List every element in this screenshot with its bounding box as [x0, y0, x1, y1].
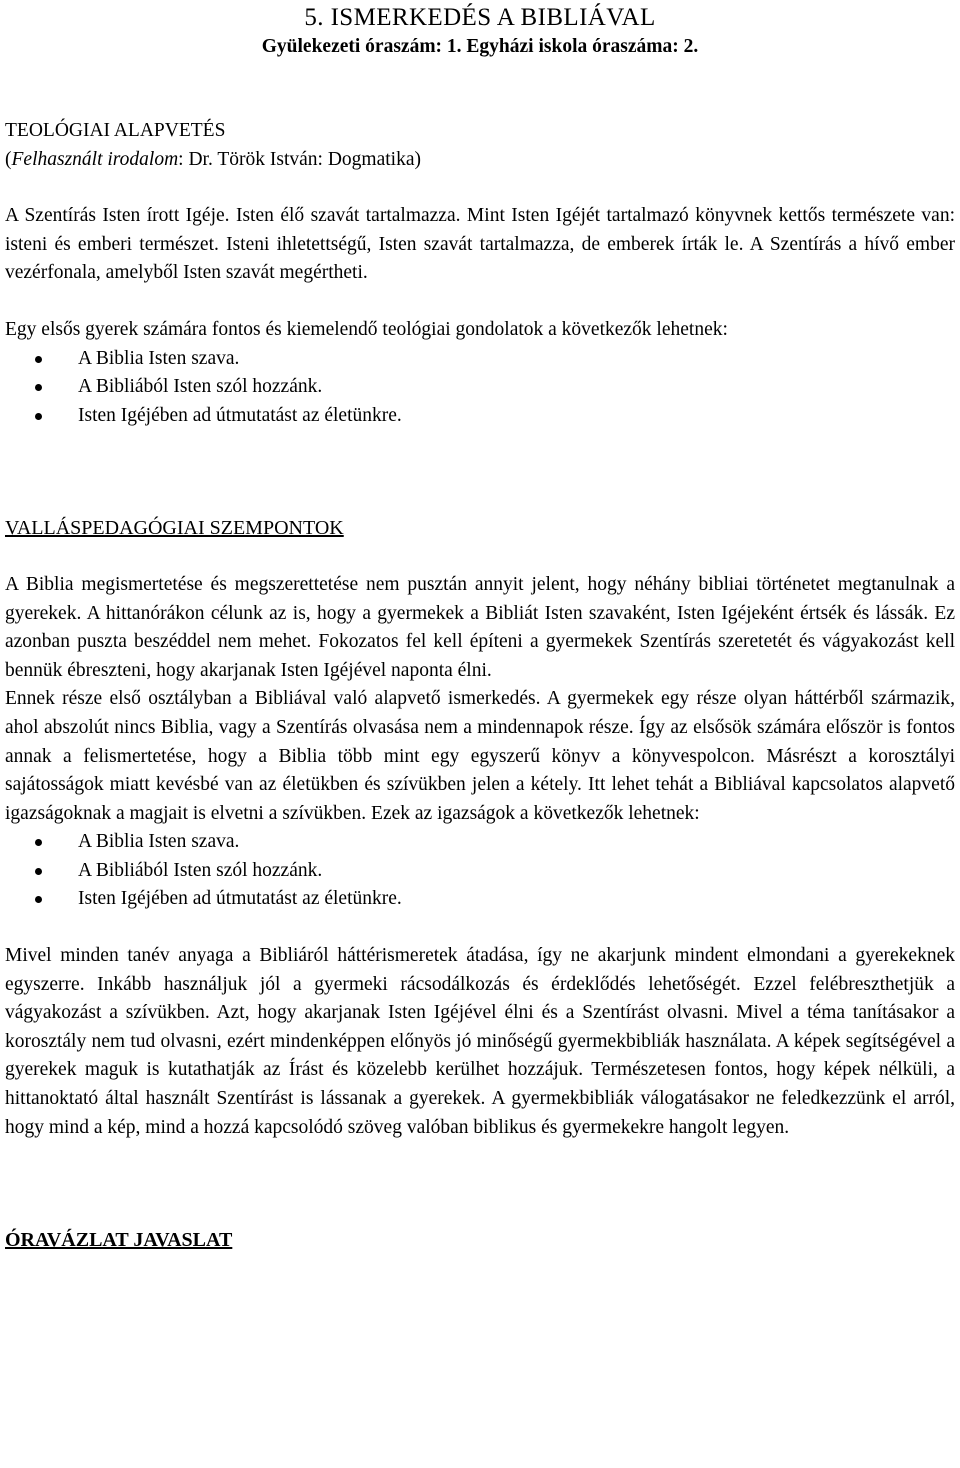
list-item: A Bibliából Isten szól hozzánk. — [5, 373, 955, 402]
teologia-section — [5, 117, 955, 430]
vallaspedagogia-paragraph-3: Mivel minden tanév anyaga a Bibliáról háttérismeretek átadása, így ne akarjunk mindent elmondani a gyerekeknek egyszerre. Inkább használjuk jól a gyermeki rácsodálkozás és érdeklődés lehetőségét. Ezzel felébreszthetjük a vágyakozást a szívükben. Azt, hogy akarjanak Isten Igéjével élni és a Szentírást olvasni. Mivel a téma tanításakor a korosztály nem tud olvasni, ezért mindenképpen előnyös jó minőségű gyermekbibliák használata. A képek segítségével a gyerekek maguk is kutathatják az Írást és közelebb kerülhet hozzájuk. Természetesen fontos, hogy képek nélküli, a hittanoktató által használt Szentírást is lássanak a gyerekek. A gyermekbibliák válogatásakor ne feledkezzünk el arról, hogy mind a kép, mind a hozzá kapcsolódó szöveg valóban biblikus és gyermekekre hangolt legyen. — [5, 945, 955, 1138]
vallaspedagogia-section — [5, 514, 955, 1142]
teologia-bullet-list — [5, 345, 955, 431]
list-item: Isten Igéjében ad útmutatást az életünkre. — [5, 402, 955, 431]
vallaspedagogia-paragraph-1: A Biblia megismertetése és megszerettetése nem pusztán annyit jelent, hogy néhány bibliai történetet megtanulnak a gyerekek. A hittanórákon célunk az is, hogy a gyermekek a Bibliát Isten szavaként, Isten Igéjeként értsék és lássák. Ez azonban puszta beszéddel nem mehet. Fokozatos fel kell építeni a gyermekek Szentírás szeretetét és vágyakozást kell bennük ébreszteni, hogy akarjanak Isten Igéjével naponta élni. — [5, 573, 955, 681]
vallaspedagogia-heading: VALLÁSPEDAGÓGIAI SZEMPONTOK — [5, 517, 344, 540]
source-open-paren: ( — [5, 148, 12, 170]
title-block — [5, 0, 955, 61]
page-subtitle: Gyülekezeti óraszám: 1. Egyházi iskola óraszáma: 2. — [261, 36, 699, 57]
list-item: A Bibliából Isten szól hozzánk. — [5, 857, 955, 886]
vallaspedagogia-paragraph-2: Ennek része első osztályban a Bibliával való alapvető ismerkedés. A gyermekek egy része olyan háttérből származik, ahol abszolút nincs Biblia, vagy a Szentírás olvasása nem a mindennapok része. Így az elsősök számára először is fontos annak a felismertetése, hogy a Biblia több mint egy egyszerű könyv a könyvespolcon. Másrészt a korosztályi sajátosságok miatt kevésbé van az életükben és szívükben jelen a kétely. Itt lehet tehát a Bibliával kapcsolatos alapvető igazságoknak a magjait is elvetni a szívükben. Ezek az igazságok a következők lehetnek: — [5, 688, 955, 824]
oravazlat-section — [5, 1226, 955, 1255]
teologia-paragraph: A Szentírás Isten írott Igéje. Isten élő szavát tartalmazza. Mint Isten Igéjét tartalmazó könyvnek kettős természete van: isteni és emberi természet. Isteni ihletettségű, Isten szavát tartalmazza, de emberek írták le. A Szentírás a hívő ember vezérfonala, amelyből Isten szavát megértheti. — [5, 205, 955, 284]
teologia-heading: TEOLÓGIAI ALAPVETÉS — [5, 120, 226, 141]
document-page — [5, 0, 955, 1255]
source-italic: Felhasznált irodalom — [11, 148, 179, 170]
list-item: A Biblia Isten szava. — [5, 345, 955, 374]
vallaspedagogia-bullet-list — [5, 828, 955, 914]
teologia-intro: Egy elsős gyerek számára fontos és kiemelendő teológiai gondolatok a következők lehetnek: — [5, 318, 728, 340]
list-item: Isten Igéjében ad útmutatást az életünkre. — [5, 885, 955, 914]
teologia-source — [5, 146, 955, 175]
oravazlat-heading: ÓRAVÁZLAT JAVASLAT — [5, 1229, 233, 1252]
source-rest: : Dr. Török István: Dogmatika) — [178, 148, 421, 170]
page-title: 5. ISMERKEDÉS A BIBLIÁVAL — [304, 4, 656, 31]
list-item: A Biblia Isten szava. — [5, 828, 955, 857]
